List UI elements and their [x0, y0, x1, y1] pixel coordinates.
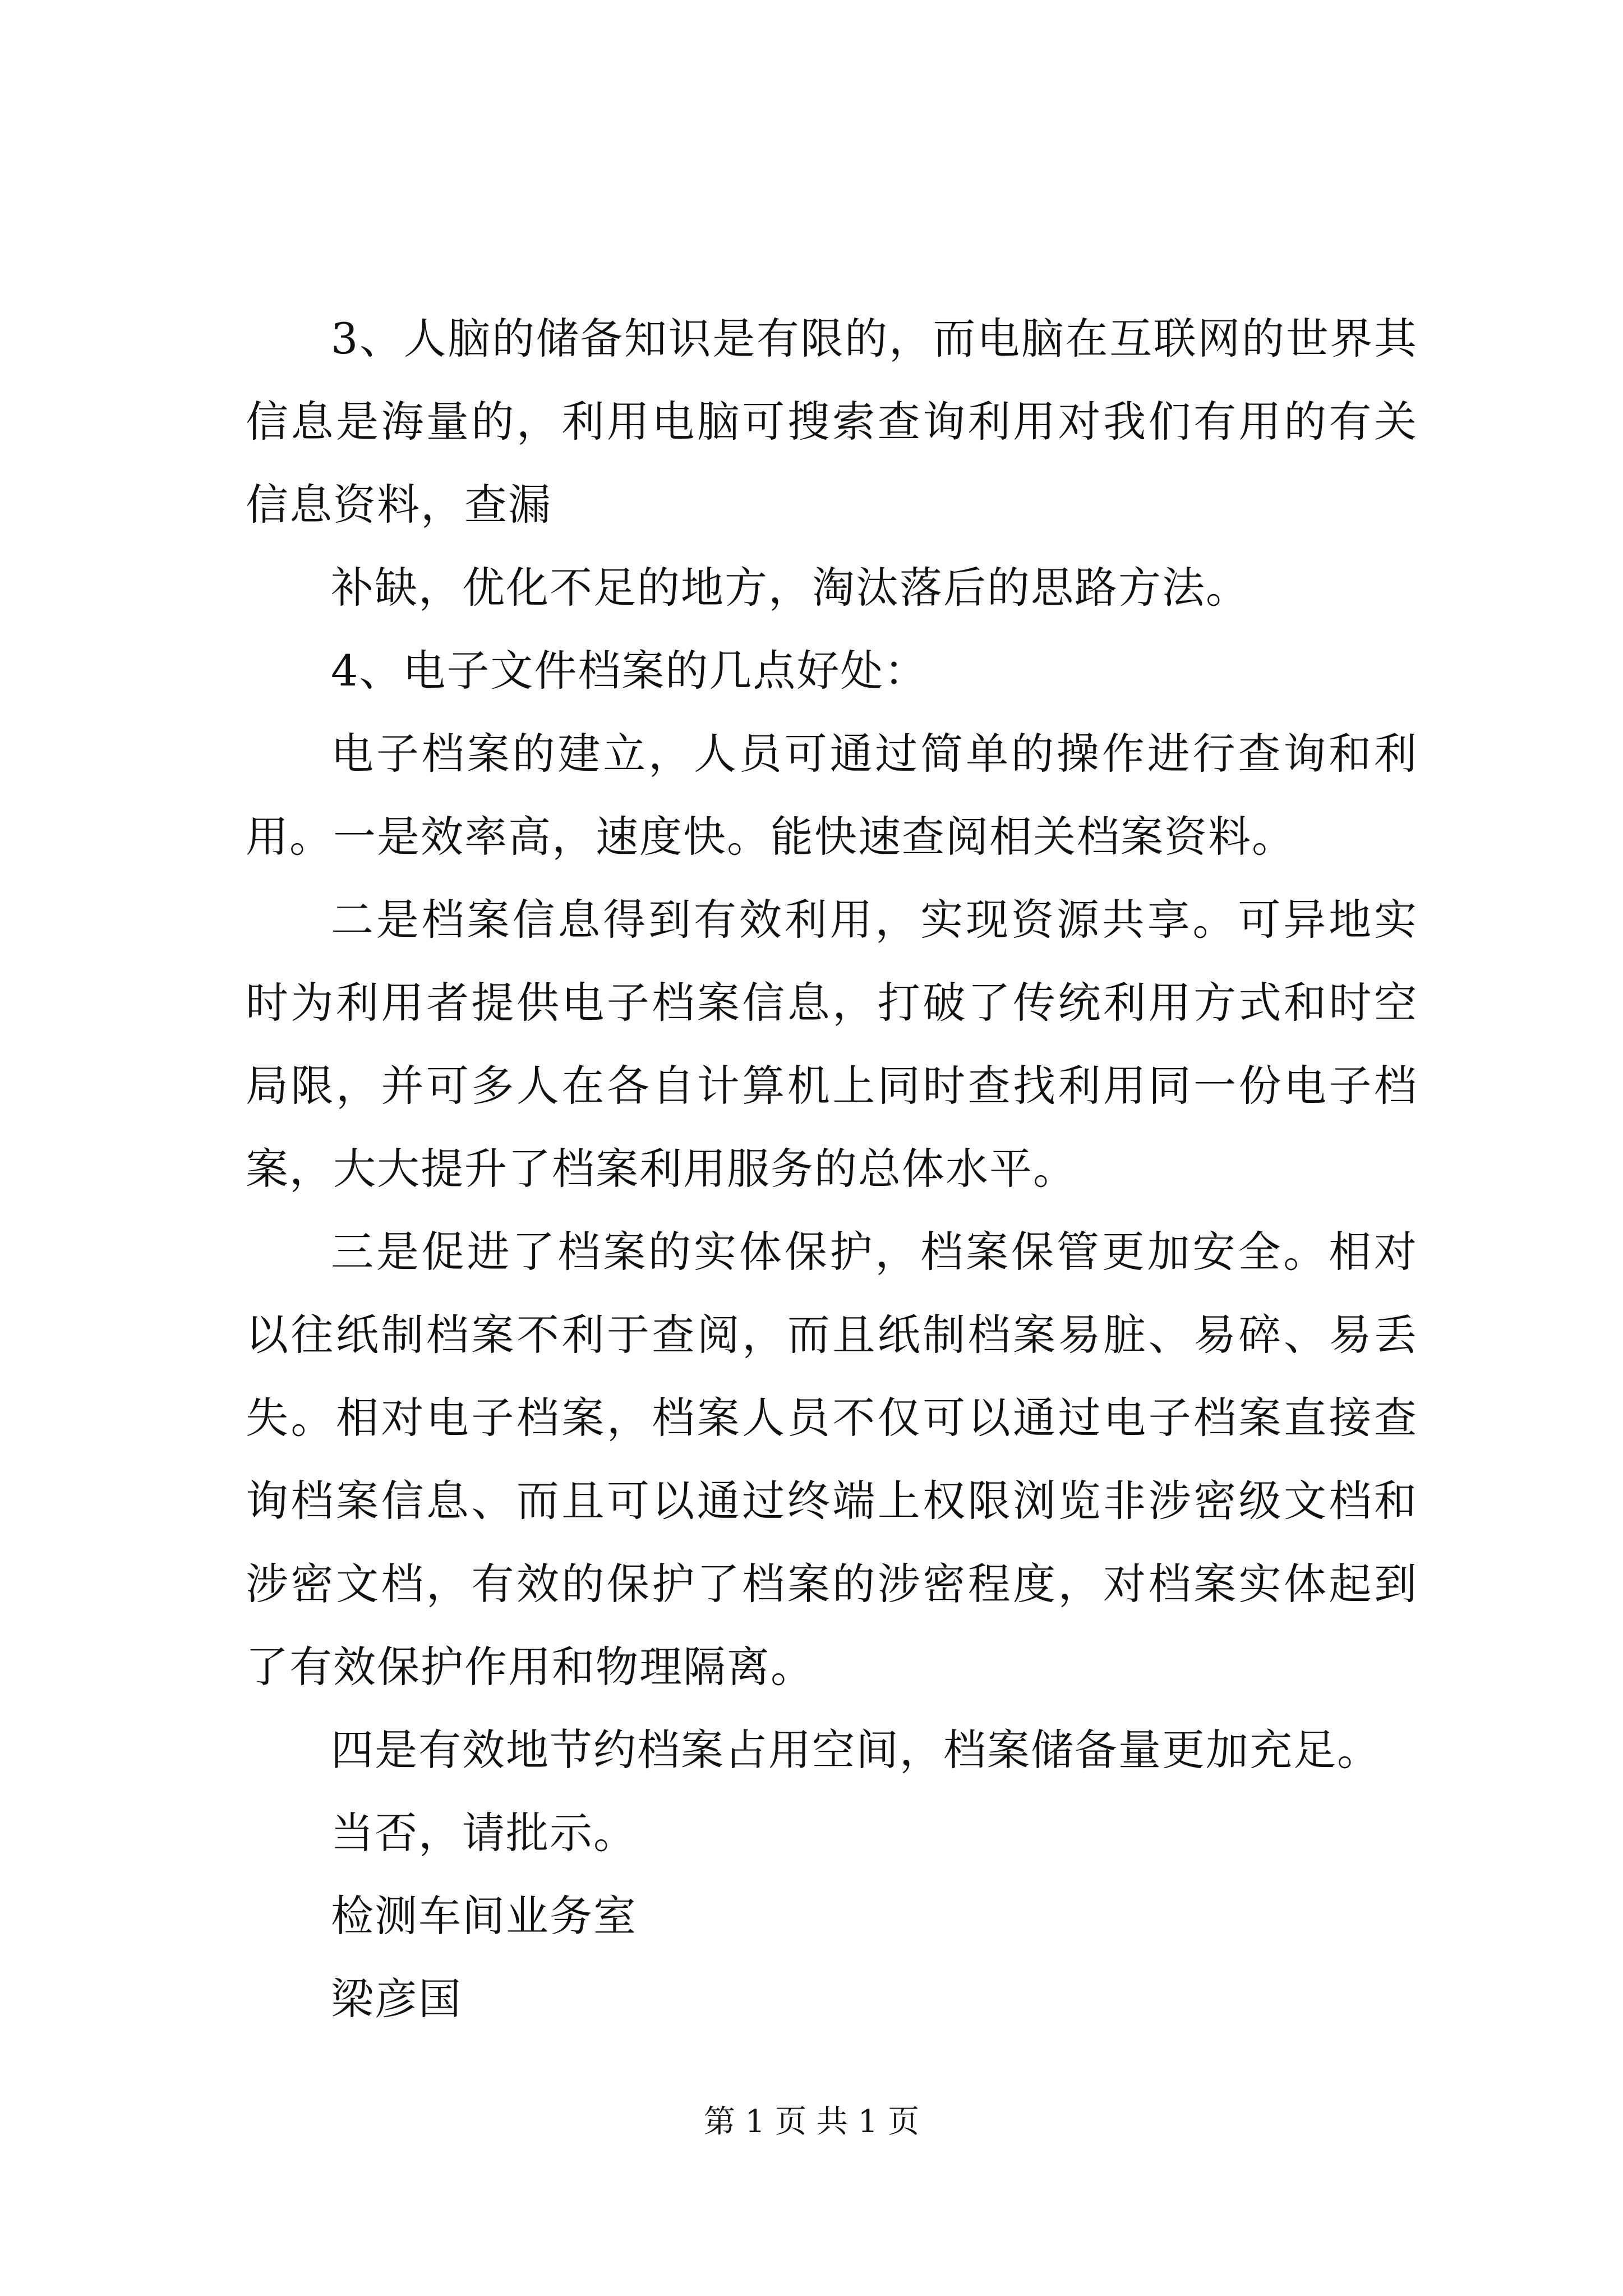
paragraph-point-4-heading: 4、电子文件档案的几点好处：: [331, 646, 928, 696]
document-body: [246, 297, 1418, 2041]
signature-name: 梁彦国: [331, 1974, 462, 2024]
paragraph-benefit-four: 四是有效地节约档案占用空间，档案储备量更加充足。: [331, 1725, 1381, 1775]
page-footer: [0, 2102, 1623, 2142]
closing-request: 当否，请批示。: [331, 1808, 637, 1858]
signature-department: 检测车间业务室: [331, 1891, 637, 1941]
page-number-label: 第 1 页 共 1 页: [703, 2104, 920, 2140]
paragraph-benefit-three: 三是促进了档案的实体保护，档案保管更加安全。相对以往纸制档案不利于查阅，而且纸制档案易脏、易碎、易丢失。相对电子档案，档案人员不仅可以通过电子档案直接查询档案信息、而且可以通过终端上权限浏览非涉密级文档和涉密文档，有效的保护了档案的涉密程度，对档案实体起到了有效保护作用和物理隔离。: [246, 1227, 1418, 1692]
paragraph-point-3: 3、人脑的储备知识是有限的，而电脑在互联网的世界其信息是海量的，利用电脑可搜索查询利用对我们有用的有关信息资料，查漏: [246, 314, 1418, 530]
paragraph-benefit-two: 二是档案信息得到有效利用，实现资源共享。可异地实时为利用者提供电子档案信息，打破了传统利用方式和时空局限，并可多人在各自计算机上同时查找利用同一份电子档案，大大提升了档案利用服务的总体水平。: [246, 895, 1418, 1194]
paragraph-benefit-one: 电子档案的建立，人员可通过简单的操作进行查询和利用。一是效率高，速度快。能快速查阅相关档案资料。: [246, 729, 1418, 862]
paragraph-point-3-continued: 补缺，优化不足的地方，淘汰落后的思路方法。: [331, 563, 1249, 613]
